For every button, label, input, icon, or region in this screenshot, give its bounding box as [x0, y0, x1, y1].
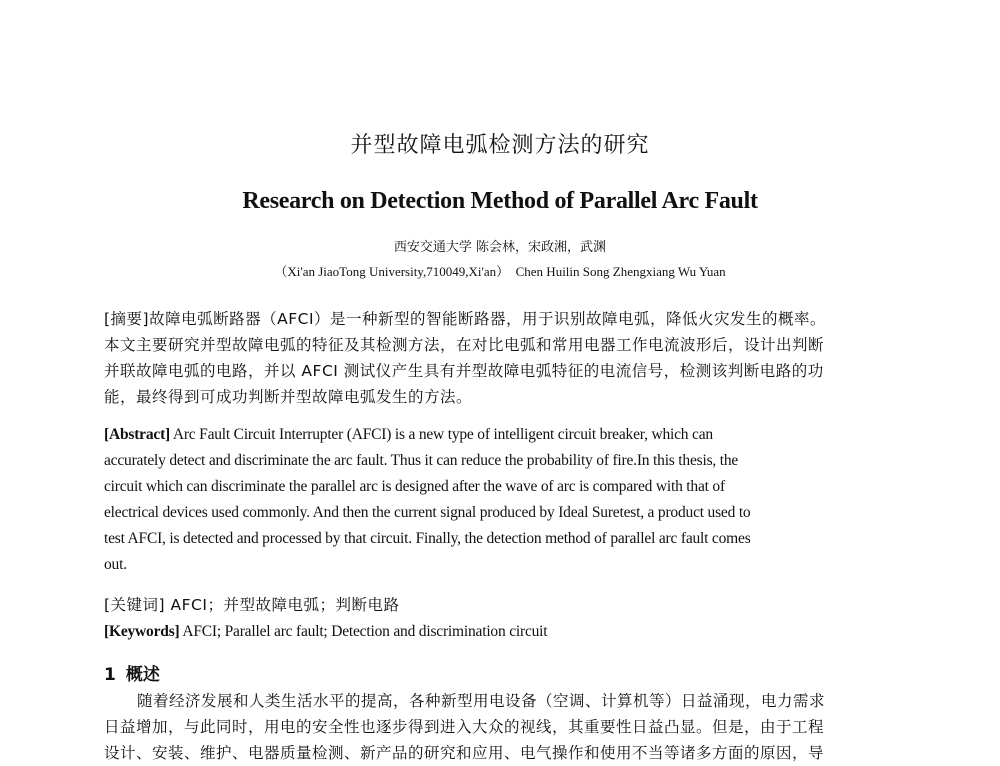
- keywords-en-label: [Keywords]: [104, 623, 180, 640]
- abstract-en-line: accurately detect and discriminate the arc fault. Thus it can reduce the probability of fire.In this thesis, the: [104, 452, 739, 469]
- section-body: [104, 688, 898, 766]
- abstract-cn-line: 能，最终得到可成功判断并型故障电弧发生的方法。: [104, 388, 473, 406]
- section-heading: [104, 660, 170, 685]
- abstract-en-line: out.: [104, 556, 127, 573]
- abstract-english: [104, 422, 898, 578]
- keywords-cn-label: [关键词]: [104, 596, 166, 614]
- abstract-cn-line: [摘要]故障电弧断路器（AFCI）是一种新型的智能断路器，用于识别故障电弧，降低火灾发生的概率。: [104, 310, 827, 328]
- title-english: Research on Detection Method of Parallel Arc Fault: [242, 188, 758, 214]
- keywords-chinese: [104, 592, 898, 618]
- abstract-en-label: [Abstract]: [104, 426, 171, 443]
- abstract-cn-line: 本文主要研究并型故障电弧的特征及其检测方法，在对比电弧和常用电器工作电流波形后，设计出判断: [104, 336, 825, 354]
- keywords-en-text: AFCI; Parallel arc fault; Detection and discrimination circuit: [179, 623, 548, 640]
- title-chinese: 并型故障电弧检测方法的研究: [350, 133, 650, 158]
- affiliation-chinese: 西安交通大学 陈会林，宋政湘，武渊: [393, 240, 607, 255]
- abstract-en-line: [Abstract] Arc Fault Circuit Interrupter (AFCI) is a new type of intelligent circuit breaker, which can: [104, 426, 713, 443]
- keywords-cn-text: AFCI；并型故障电弧；判断电路: [165, 596, 400, 614]
- affiliation-english: （Xi'an JiaoTong University,710049,Xi'an） Chen Huilin Song Zhengxiang Wu Yuan: [274, 264, 726, 279]
- body-line: 日益增加，与此同时，用电的安全性也逐步得到进入大众的视线，其重要性日益凸显。但是，由于工程: [104, 718, 825, 736]
- abstract-cn-label: [摘要]: [104, 310, 150, 328]
- section-number: 1: [104, 665, 116, 685]
- abstract-chinese: [104, 306, 898, 410]
- abstract-cn-line: 并联故障电弧的电路，并以 AFCI 测试仪产生具有并型故障电弧特征的电流信号，检测该判断电路的功: [104, 362, 824, 380]
- abstract-en-line: test AFCI, is detected and processed by that circuit. Finally, the detection method of parallel arc fault comes: [104, 530, 751, 547]
- abstract-en-line: circuit which can discriminate the parallel arc is designed after the wave of arc is compared with that of: [104, 478, 725, 495]
- body-line: 随着经济发展和人类生活水平的提高，各种新型用电设备（空调、计算机等）日益涌现，电力需求: [137, 692, 826, 710]
- section-title: 概述: [125, 665, 160, 685]
- keywords-english: [104, 619, 898, 645]
- abstract-en-line: electrical devices used commonly. And then the current signal produced by Ideal Suretest, a product used to: [104, 504, 751, 521]
- body-line: 设计、安装、维护、电器质量检测、新产品的研究和应用、电气操作和使用不当等诸多方面的原因，导: [104, 744, 825, 762]
